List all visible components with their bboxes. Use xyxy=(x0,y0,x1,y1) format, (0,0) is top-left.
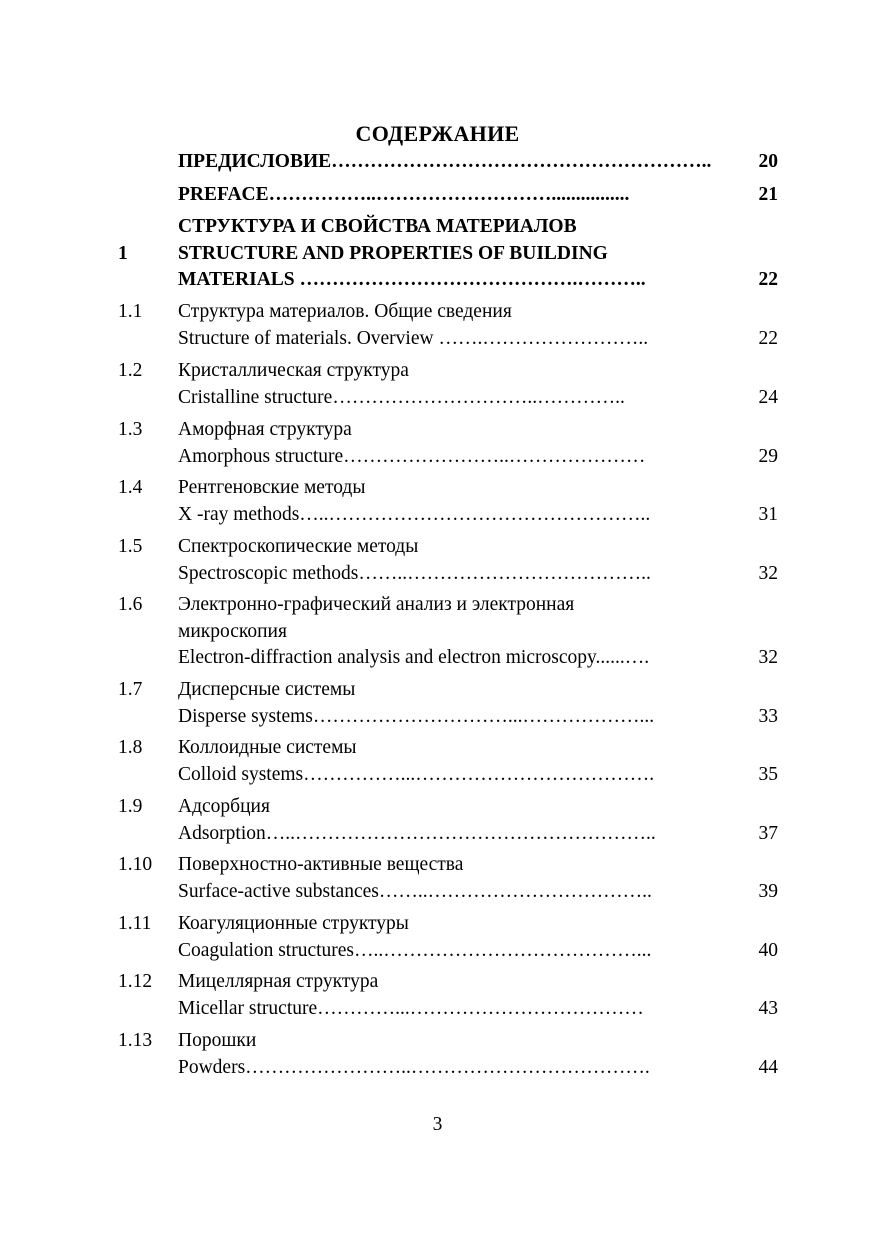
toc-entry-title-en: Micellar structure…………...……………………………… xyxy=(178,997,644,1019)
toc-entry-title: PREFACE……………..………………………................ xyxy=(178,184,630,205)
toc-page-number: 40 xyxy=(758,939,778,961)
toc-entry-title-ru: Структура материалов. Общие сведения xyxy=(178,301,512,322)
toc-entry-title-en: Electron-diffraction analysis and electron microscopy......…. xyxy=(178,647,650,668)
toc-entry-title-en: Coagulation structures…..…………………………………... xyxy=(178,939,652,961)
toc-entry-title-ru: Дисперсные системы xyxy=(178,679,356,700)
toc-entry-title-en: Structure of materials. Overview …….…………………….. xyxy=(178,327,649,349)
toc-entry-number: 1.2 xyxy=(118,360,143,381)
toc-entry-title-en: Spectroscopic methods……..……………………………….. xyxy=(178,562,651,584)
toc-entry-title-ru: Электронно-графический анализ и электронная xyxy=(178,594,575,615)
toc-entry-title-ru: Порошки xyxy=(178,1030,257,1051)
toc-entry-number: 1.11 xyxy=(118,913,152,934)
toc-entry-title-en: Cristalline structure…………………………..………….. xyxy=(178,386,625,408)
toc-entry-title-en: X -ray methods…..………………………………………….. xyxy=(178,503,651,525)
toc-entry-number: 1.8 xyxy=(118,737,143,758)
toc-page-number: 22 xyxy=(758,327,778,349)
toc-page-number: 32 xyxy=(758,647,778,668)
toc-page-number: 31 xyxy=(758,503,778,525)
toc-entry-title-ru: Аморфная структура xyxy=(178,419,352,440)
toc-entry-number: 1.12 xyxy=(118,971,153,992)
toc-page-number: 29 xyxy=(758,445,778,467)
toc-entry-title-ru: Мицеллярная структура xyxy=(178,971,379,992)
toc-entry-title-ru: Спектроскопические методы xyxy=(178,536,419,557)
toc-entry-title-ru: Адсорбция xyxy=(178,796,270,817)
toc-page-number: 24 xyxy=(758,386,778,408)
toc-entry-title-en: Adsorption…..……………………………………………….. xyxy=(178,822,656,844)
page-footer-number: 3 xyxy=(432,1114,443,1135)
toc-page-number: 22 xyxy=(758,269,778,290)
toc-entry-title-ru-cont: микроскопия xyxy=(178,620,287,642)
toc-entry-title-en: Colloid systems……………...………………………………. xyxy=(178,763,655,785)
toc-page-number: 43 xyxy=(758,997,778,1019)
toc-entry-title-ru: Коллоидные системы xyxy=(178,737,357,758)
toc-entry-title-ru: Кристаллическая структура xyxy=(178,360,409,381)
toc-entry-title-en: Disperse systems…………………………...………………... xyxy=(178,705,655,727)
toc-entry-title: ПРЕДИСЛОВИЕ………………………………………………….. xyxy=(178,151,712,172)
toc-entry-number: 1.5 xyxy=(118,536,143,557)
page-title: СОДЕРЖАНИЕ xyxy=(355,121,520,146)
toc-entry-title-ru: Коагуляционные структуры xyxy=(178,913,409,934)
toc-entry-title-en: STRUCTURE AND PROPERTIES OF BUILDING xyxy=(178,242,608,264)
toc-entry-title-en: Powders……………………..………………………………. xyxy=(178,1056,650,1078)
toc-entry-number: 1.1 xyxy=(118,301,143,322)
toc-entry-number: 1 xyxy=(118,242,128,264)
toc-page-number: 20 xyxy=(758,151,778,172)
toc-entry-title-en: Surface-active substances……..…………………………….. xyxy=(178,880,652,902)
toc-page-number: 39 xyxy=(758,880,778,902)
toc-page-number: 35 xyxy=(758,763,778,785)
toc-page-number: 32 xyxy=(758,562,778,584)
toc-entry-title-ru: Рентгеновские методы xyxy=(178,477,366,498)
toc-entry-number: 1.9 xyxy=(118,796,143,817)
toc-entry-title-en: Amorphous structure……………………..………………… xyxy=(178,445,646,467)
toc-entry-number: 1.7 xyxy=(118,679,143,700)
toc-page-number: 37 xyxy=(758,822,778,844)
toc-entry-title-ru: СТРУКТУРА И СВОЙСТВА МАТЕРИАЛОВ xyxy=(178,216,577,237)
toc-entry-number: 1.13 xyxy=(118,1030,153,1051)
toc-page-number: 44 xyxy=(758,1056,778,1078)
toc-page-number: 33 xyxy=(758,705,778,727)
toc-entry-number: 1.10 xyxy=(118,854,153,875)
toc-entry-title-en-cont: MATERIALS …………………………………….……….. xyxy=(178,269,646,290)
toc-entry-title-ru: Поверхностно-активные вещества xyxy=(178,854,464,875)
toc-page-number: 21 xyxy=(758,184,778,205)
toc-entry-number: 1.4 xyxy=(118,477,143,498)
toc-entry-number: 1.6 xyxy=(118,594,143,615)
toc-entry-number: 1.3 xyxy=(118,419,143,440)
